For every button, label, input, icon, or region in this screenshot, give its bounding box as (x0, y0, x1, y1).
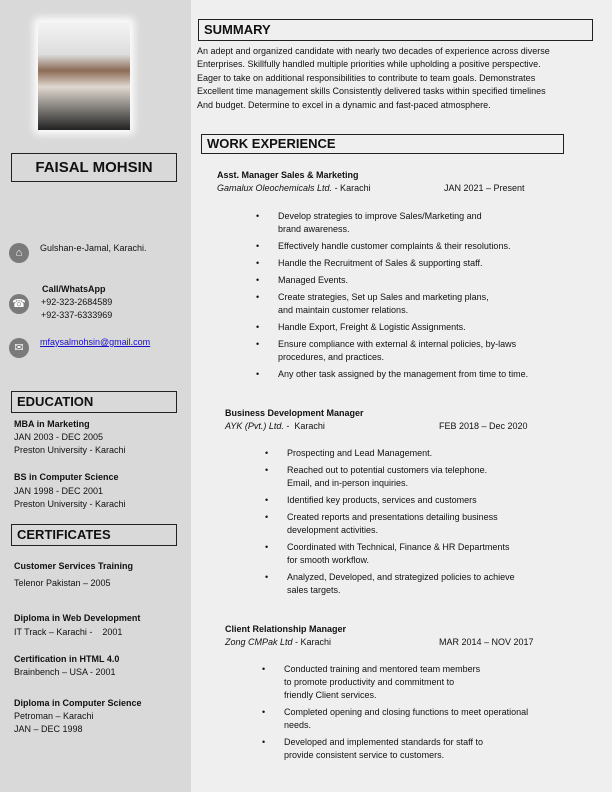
job-company: Zong CMPak Ltd (225, 637, 293, 647)
job-bullet (265, 541, 585, 567)
job-location: - Karachi (332, 183, 371, 193)
job-dates: MAR 2014 – NOV 2017 (439, 637, 534, 647)
bullet-line: Email, and in-person inquiries. (287, 478, 409, 488)
job-bullet (262, 663, 582, 702)
edu-school: Preston University - Karachi (14, 499, 126, 509)
bullet-line: • Handle Export, Freight & Logistic Assignments. (278, 322, 466, 332)
summary-line: Eager to take on additional responsibilities to contribute to team goals. Demonstrates (197, 73, 536, 83)
job-bullet (265, 447, 585, 460)
bullet-line: • Reached out to potential customers via telephone. (287, 465, 488, 475)
phone-2: +92-337-6333969 (41, 310, 113, 320)
bullet-line: • Handle the Recruitment of Sales & supporting staff. (278, 258, 483, 268)
cert-detail: Telenor Pakistan – 2005 (14, 578, 111, 588)
job-dates: FEB 2018 – Dec 2020 (439, 421, 528, 431)
cert-detail: Brainbench – USA - 2001 (14, 667, 116, 677)
phone-icon: ☎ (9, 294, 29, 314)
job-bullet (256, 274, 596, 287)
bullet-line: • Create strategies, Set up Sales and marketing plans, (278, 292, 489, 302)
work-heading: WORK EXPERIENCE (201, 134, 564, 154)
bullet-line: and maintain customer relations. (278, 305, 409, 315)
bullet-line: • Identified key products, services and customers (287, 495, 477, 505)
profile-photo (38, 22, 130, 130)
job-company: AYK (Pvt.) Ltd. (225, 421, 284, 431)
bullet-line: • Any other task assigned by the management from time to time. (278, 369, 529, 379)
bullet-line: friendly Client services. (284, 690, 377, 700)
bullet-line: • Coordinated with Technical, Finance & HR Departments (287, 542, 510, 552)
bullet-line: to promote productivity and commitment to (284, 677, 455, 687)
summary-line: Enterprises. Skillfully handled multiple priorities while upholding a positive perspective. (197, 59, 541, 69)
summary-line: An adept and organized candidate with nearly two decades of experience across diverse (197, 46, 550, 56)
job-company-line (225, 636, 331, 649)
job-title: Asst. Manager Sales & Marketing (217, 170, 359, 180)
cert-detail: IT Track – Karachi - 2001 (14, 627, 123, 637)
bullet-line: • Effectively handle customer complaints & their resolutions. (278, 241, 511, 251)
job-bullet (265, 571, 585, 597)
job-company: Gamalux Oleochemicals Ltd. (217, 183, 333, 193)
bullet-line: • Ensure compliance with external & internal policies, by-laws (278, 339, 517, 349)
cert-title: Diploma in Computer Science (14, 698, 142, 708)
job-bullet (256, 321, 596, 334)
bullet-line: • Completed opening and closing functions to meet operational (284, 707, 529, 717)
cert-detail: JAN – DEC 1998 (14, 724, 83, 734)
job-bullet (256, 240, 596, 253)
bullet-line: • Managed Events. (278, 275, 349, 285)
job-bullet (256, 368, 596, 381)
bullet-line: provide consistent service to customers. (284, 750, 445, 760)
cert-detail: Petroman – Karachi (14, 711, 94, 721)
bullet-line: needs. (284, 720, 312, 730)
job-title: Client Relationship Manager (225, 624, 347, 634)
bullet-line: • Created reports and presentations detailing business (287, 512, 498, 522)
job-location: - Karachi (283, 421, 325, 431)
edu-dates: JAN 2003 - DEC 2005 (14, 432, 104, 442)
phone-1: +92-323-2684589 (41, 297, 113, 307)
job-bullet (256, 257, 596, 270)
cert-title: Diploma in Web Development (14, 613, 141, 623)
bullet-line: for smooth workflow. (287, 555, 370, 565)
candidate-name: FAISAL MOHSIN (11, 153, 177, 182)
education-heading: EDUCATION (11, 391, 177, 413)
bullet-line: sales targets. (287, 585, 341, 595)
email-icon: ✉ (9, 338, 29, 358)
job-bullet (262, 706, 582, 732)
job-dates: JAN 2021 – Present (444, 183, 525, 193)
summary-heading: SUMMARY (198, 19, 593, 41)
job-company-line (225, 420, 325, 433)
certificates-heading: CERTIFICATES (11, 524, 177, 546)
bullet-line: • Developed and implemented standards for staff to (284, 737, 483, 747)
job-bullet (262, 736, 582, 762)
job-bullets (262, 663, 582, 766)
job-bullets (265, 447, 585, 601)
cert-title: Certification in HTML 4.0 (14, 654, 120, 664)
edu-school: Preston University - Karachi (14, 445, 126, 455)
edu-degree: BS in Computer Science (14, 472, 119, 482)
job-bullet (256, 210, 596, 236)
job-company-line (217, 182, 371, 195)
job-bullet (265, 511, 585, 537)
bullet-line: development activities. (287, 525, 379, 535)
bullet-line: brand awareness. (278, 224, 350, 234)
edu-dates: JAN 1998 - DEC 2001 (14, 486, 104, 496)
edu-degree: MBA in Marketing (14, 419, 90, 429)
job-bullet (256, 338, 596, 364)
job-bullet (265, 464, 585, 490)
job-bullet (256, 291, 596, 317)
bullet-line: • Prospecting and Lead Management. (287, 448, 433, 458)
bullet-line: • Analyzed, Developed, and strategized policies to achieve (287, 572, 515, 582)
summary-line: And budget. Determine to excel in a dynamic and fast-paced atmosphere. (197, 100, 491, 110)
job-bullets (256, 210, 596, 385)
home-icon: ⌂ (9, 243, 29, 263)
summary-line: Excellent time management skills Consistently delivered tasks within specified timelines (197, 86, 546, 96)
bullet-line: • Conducted training and mentored team members (284, 664, 481, 674)
address: Gulshan-e-Jamal, Karachi. (40, 243, 147, 253)
job-location: - Karachi (292, 637, 332, 647)
bullet-line: • Develop strategies to improve Sales/Marketing and (278, 211, 482, 221)
job-title: Business Development Manager (225, 408, 364, 418)
phone-label: Call/WhatsApp (42, 284, 106, 294)
job-bullet (265, 494, 585, 507)
cert-title: Customer Services Training (14, 561, 134, 571)
email-link[interactable]: mfaysalmohsin@gmail.com (40, 337, 151, 347)
bullet-line: procedures, and practices. (278, 352, 385, 362)
